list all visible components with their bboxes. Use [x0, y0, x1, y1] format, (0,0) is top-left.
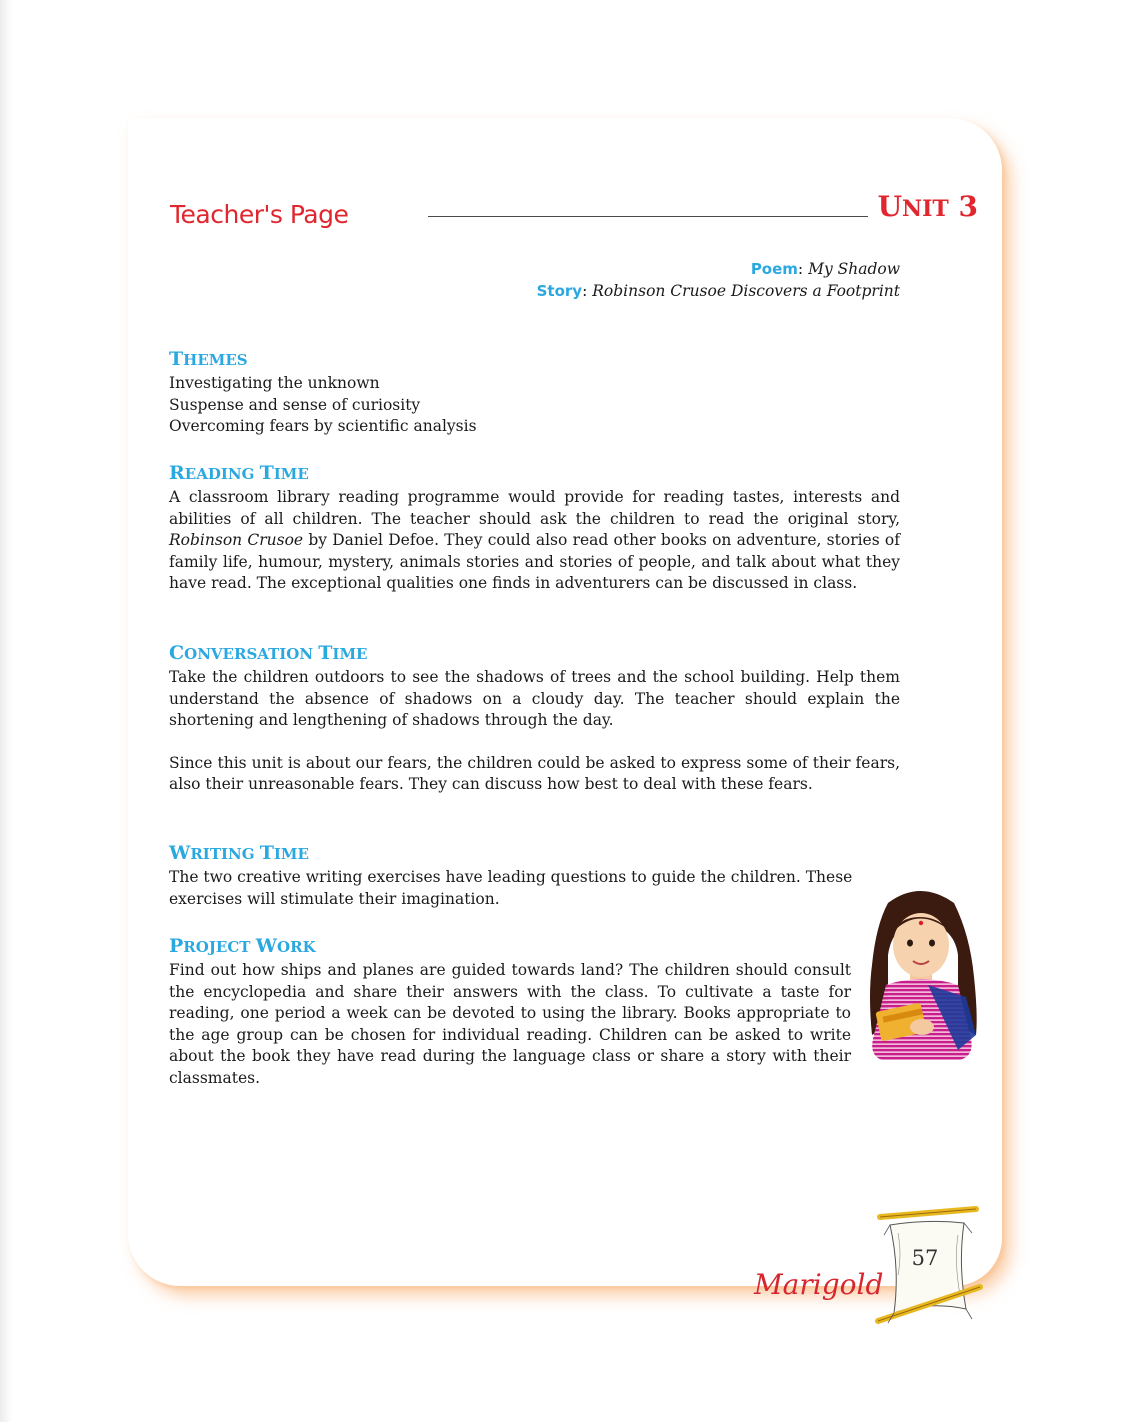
writing-time-heading: WRITING TIME [169, 842, 309, 864]
reading-time-text: A classroom library reading programme would provide for reading tastes, interests and abilities of all children. The teacher should ask the children to read the original story, Robinson Crusoe by Daniel Defoe. They could also read other books on adventure, stories of family life, humour, mystery, animals stories and stories of people, and talk about what they have read. The exceptional qualities one finds in adventurers can be discussed in class. [169, 488, 900, 592]
story-info: Story: Robinson Crusoe Discovers a Footprint [536, 282, 900, 300]
conversation-time-section [169, 640, 900, 796]
header-rule [428, 216, 868, 217]
unit-number: 3 [958, 190, 978, 223]
project-work-section [169, 933, 851, 1089]
theme-line: Investigating the unknown [169, 374, 380, 392]
poem-label: Poem [750, 260, 798, 278]
story-title: Robinson Crusoe Discovers a Footprint [592, 282, 900, 300]
teacher-illustration [858, 885, 988, 1060]
themes-heading: THEMES [169, 348, 248, 370]
poem-title: My Shadow [808, 260, 900, 278]
unit-title-rest: NIT [901, 196, 949, 222]
book-title: Robinson Crusoe [169, 531, 304, 549]
writing-time-text: The two creative writing exercises have leading questions to guide the children. These exercises will stimulate their imagination. [169, 868, 853, 908]
unit-title [878, 190, 978, 223]
book-name: Marigold [754, 1268, 884, 1301]
teacher-page-label: Teacher's Page [170, 200, 349, 229]
project-work-heading: PROJECT WORK [169, 935, 316, 957]
conversation-time-heading: CONVERSATION TIME [169, 642, 368, 664]
page-edge-shade [0, 0, 12, 1422]
project-work-text: Find out how ships and planes are guided towards land? The children should consult the encyclopedia and share their answers with the class. To cultivate a taste for reading, one period a week can be devoted to using the library. Books appropriate to the age group can be chosen for individual reading. Children can be asked to write about the book they have read during the language class or share a story with their classmates. [169, 961, 851, 1087]
reading-time-section [169, 460, 900, 595]
conversation-time-para-2: Since this unit is about our fears, the children could be asked to express some of their fears, also their unreasonable fears. They can discuss how best to deal with these fears. [169, 753, 900, 793]
writing-time-section [169, 840, 859, 910]
page-number: 57 [911, 1246, 939, 1270]
theme-line: Overcoming fears by scientific analysis [169, 417, 477, 435]
poem-info: Poem: My Shadow [750, 260, 900, 278]
themes-section [169, 346, 900, 438]
conversation-time-para-1: Take the children outdoors to see the shadows of trees and the school building. Help them understand the absence of shadows on a cloudy day. The teacher should explain the shortening and lengthening of shadows through the day. [169, 668, 900, 729]
theme-line: Suspense and sense of curiosity [169, 395, 421, 414]
unit-title-initial: U [877, 190, 902, 223]
reading-time-heading: READING TIME [169, 462, 309, 484]
story-label: Story [536, 282, 583, 300]
